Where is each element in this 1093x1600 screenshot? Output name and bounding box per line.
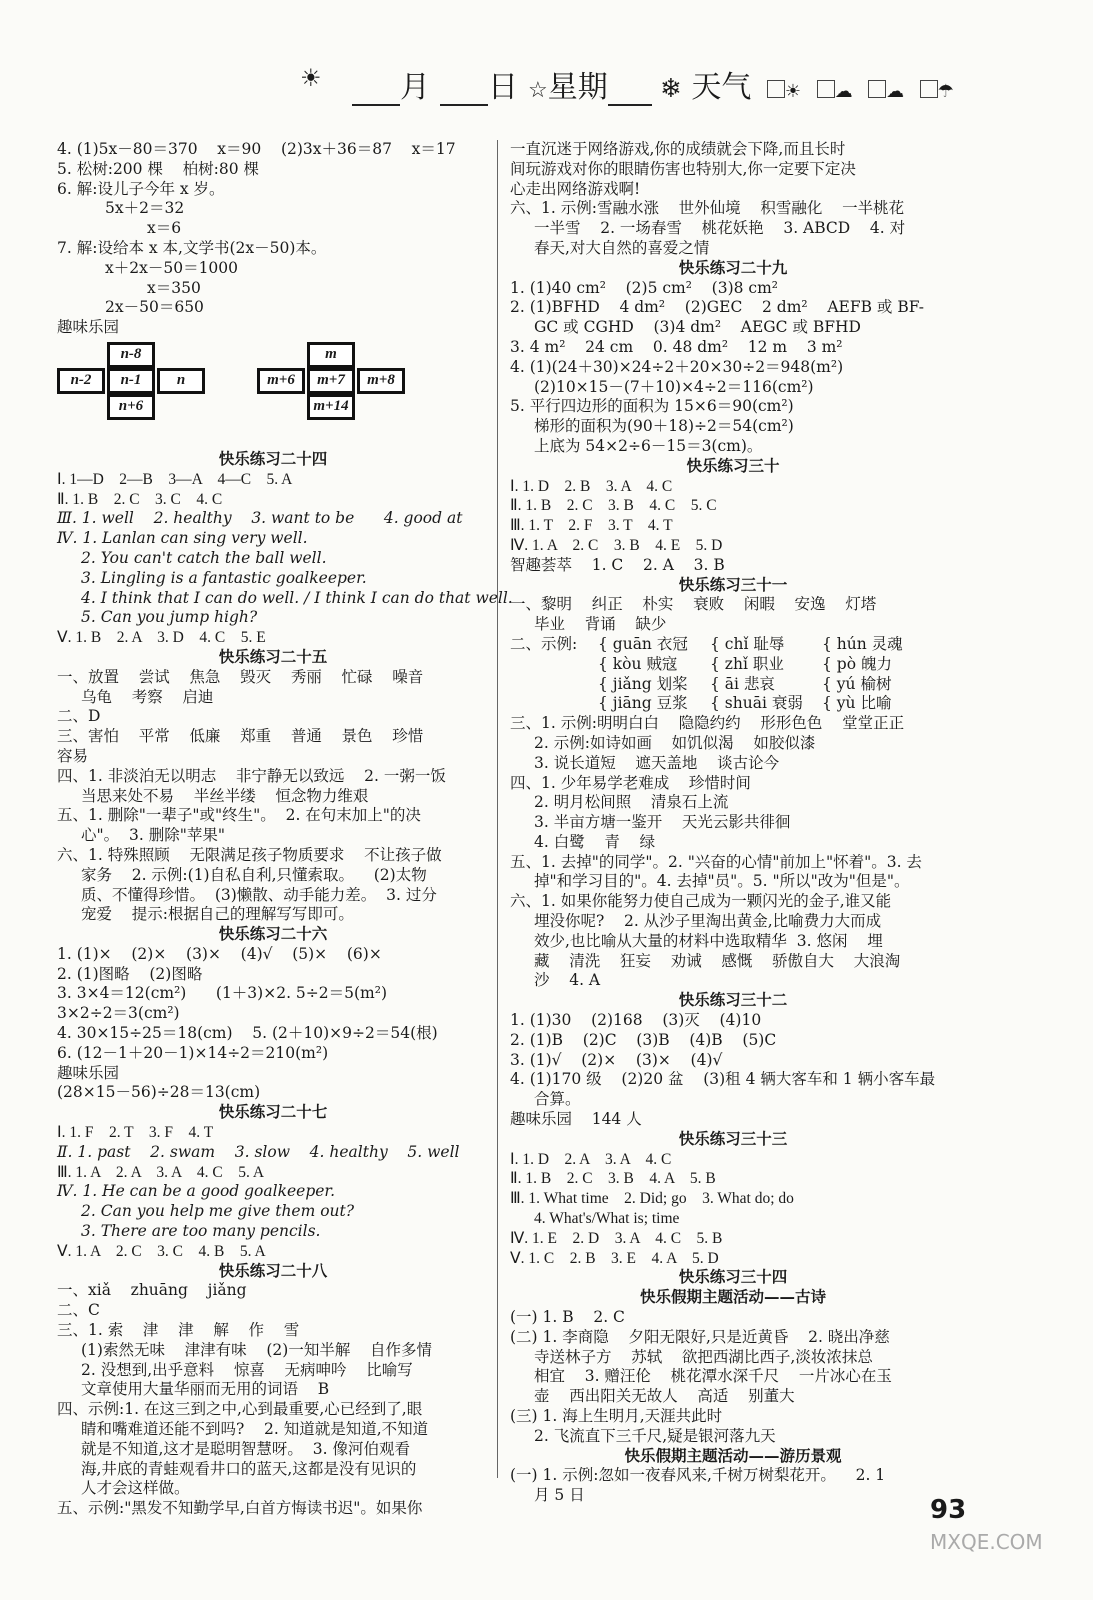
answer-line: 智趣荟萃 1. C 2. A 3. B [510,555,725,574]
answer-line: 六、1. 如果你能努力使自己成为一颗闪光的金子,谁又能 [510,892,892,911]
section-heading: 快乐练习三十三 [678,1129,788,1148]
answer-line: 2. 示例:如诗如画 如饥似渴 如胶似漆 [534,733,816,752]
answer-line: 四、1. 少年易学老难成 珍惜时间 [510,773,751,792]
page-number: 93 [930,1495,967,1525]
section-heading: 快乐练习三十四 [678,1268,788,1287]
answer-line: 寺送林子方 苏轼 欲把西湖比西子,淡妆浓抹总 [534,1347,873,1366]
answer-line: 3. 说长道短 遮天盖地 谈古论今 [534,753,780,772]
answer-line: 二、D [57,707,101,726]
grid1-cell-top: n-8 [107,342,155,368]
pinyin-row [510,655,956,675]
answer-line: 3. Lingling is a fantastic goalkeeper. [81,568,367,587]
answer-line: x＋2x－50＝1000 [105,258,239,277]
grid2-cell-center: m+7 [307,368,355,394]
answer-line: 人才会这样做。 [81,1479,190,1498]
answer-line: 海,井底的青蛙观看井口的蓝天,这都是没有见识的 [81,1459,417,1478]
answer-line: 二、C [57,1301,100,1320]
answer-line: 1. (1)40 cm² (2)5 cm² (3)8 cm² [510,278,779,297]
cloud-icon: ☁ [834,81,853,102]
answer-line: 五、示例:"黑发不知勤学早,白首方悔读书迟"。如果你 [57,1499,423,1518]
answer-line: 三、1. 索 津 津 解 作 雪 [57,1321,300,1340]
pinyin-cell: { kòu 贼寇 [598,654,678,673]
answer-line: 埋没你呢? 2. 从沙子里淘出黄金,比喻费力大而成 [534,912,882,931]
answer-line: 容易 [57,746,89,765]
answer-line: 2. (1)BFHD 4 dm² (2)GEC 2 dm² AEFB 或 BF- [510,298,925,317]
grid1-cell-center: n-1 [107,368,155,394]
answer-line: 4. I think that I can do well. / I think I can do that well. [81,588,513,607]
answer-line: Ⅲ. 1. well 2. healthy 3. want to be 4. good at [57,509,463,528]
answer-line: 心"。 3. 删除"苹果" [81,826,225,845]
answer-line: Ⅲ. 1. T 2. F 3. T 4. T [510,517,673,535]
answer-line: 合算。 [534,1090,581,1109]
answer-line: Ⅱ. 1. B 2. C 3. B 4. A 5. B [510,1170,716,1188]
section-heading: 快乐练习二十九 [678,258,788,277]
answer-line: (1)索然无味 津津有味 (2)一知半解 自作多情 [81,1340,433,1359]
answer-line: 3. 3×4＝12(cm²) (1＋3)×2. 5÷2＝5(m²) [57,984,387,1003]
section-heading: 快乐练习三十一 [678,575,788,594]
answer-line: 一、放置 尝试 焦急 毁灭 秀丽 忙碌 噪音 [57,667,424,686]
answer-line: 一直沉迷于网络游戏,你的成绩就会下降,而且长时 [510,140,846,158]
section-heading: 快乐练习三十 [686,456,780,475]
pinyin-cell: { shuāi 衰弱 [710,694,803,713]
day-field: 日 [440,62,518,106]
answer-line: Ⅰ. 1. D 2. A 3. A 4. C [510,1150,672,1168]
answer-line: 5. 平行四边形的面积为 15×6＝90(cm²) [510,397,794,416]
sunny-icon: ☀ [784,81,802,102]
answer-line: Ⅴ. 1. C 2. B 3. E 4. A 5. D [510,1249,719,1267]
answer-line: 藏 清洗 狂妄 劝诫 感慨 骄傲自大 大浪淘 [534,951,901,970]
answer-line: 1. (1)30 (2)168 (3)灭 (4)10 [510,1011,762,1030]
answer-line: Ⅴ. 1. A 2. C 3. C 4. B 5. A [57,1242,266,1260]
answer-line: Ⅳ. 1. He can be a good goalkeeper. [57,1182,336,1201]
answer-line: 睛和嘴难道还能不到吗? 2. 知道就是知道,不知道 [81,1420,429,1439]
grid1-cell-bottom: n+6 [107,394,155,420]
overcast-icon: ☁ [886,81,905,102]
answer-line: Ⅲ. 1. What time 2. Did; go 3. What do; do [510,1190,794,1208]
answer-line: 一半雪 2. 一场春雪 桃花妖艳 3. ABCD 4. 对 [534,219,906,238]
left-answers-bottom [57,449,513,1519]
star-icon: ☆ [528,78,548,103]
grid2-cell-left: m+6 [257,368,305,394]
right-answers-bottom [510,714,956,1506]
answer-line: 5. 松树:200 棵 柏树:80 棵 [57,159,260,178]
answer-line: 梯形的面积为(90＋18)÷2＝54(cm²) [534,417,794,436]
pinyin-cell: { yú 榆树 [822,674,892,693]
answer-line: 2. Can you help me give them out? [81,1202,355,1221]
weather-rain-checkbox [920,80,938,98]
watermark: MXQE.COM [930,1530,1043,1554]
weather-overcast-checkbox [868,80,886,98]
pinyin-cell: { āi 悲哀 [710,674,775,693]
answer-line: 6. (12－1＋20－1)×14÷2＝210(m²) [57,1043,329,1062]
page-header [300,62,1000,110]
answer-line: Ⅳ. 1. A 2. C 3. B 4. E 5. D [510,536,723,554]
rain-icon: ☂ [937,81,954,102]
answer-line: 3×2÷2＝3(cm²) [57,1004,180,1023]
grid2-cell-right: m+8 [357,368,405,394]
pinyin-block [510,635,956,714]
answer-line: (二) 1. 李商隐 夕阳无限好,只是近黄昏 2. 晓出净慈 [510,1327,890,1346]
answer-line: 五、1. 去掉"的同学"。2. "兴奋的心情"前加上"怀着"。3. 去 [510,852,922,871]
answer-line: 趣味乐园 [57,1063,120,1082]
answer-line: 3. 半亩方塘一鉴开 天光云影共徘徊 [534,813,791,832]
answer-line: x＝6 [147,219,182,238]
grid2-cell-bottom: m+14 [307,394,355,420]
answer-line: (一) 1. 示例:忽如一夜春风来,千树万树梨花开。 2. 1 [510,1466,886,1485]
section-heading: 快乐练习二十七 [218,1103,328,1122]
answer-line: 4. What's/What is; time [534,1210,680,1228]
answer-line: GC 或 CGHD (3)4 dm² AEGC 或 BFHD [534,318,861,337]
answer-line: Ⅳ. 1. E 2. D 3. A 4. C 5. B [510,1229,723,1247]
answer-line: 2. 飞流直下三千尺,疑是银河落九天 [534,1426,776,1445]
answer-line: 春天,对大自然的喜爱之情 [534,238,710,257]
answer-line: (28×15－56)÷28＝13(cm) [57,1083,261,1102]
pinyin-cell: { pò 魄力 [822,654,892,673]
column-divider [497,140,498,1478]
answer-line: 5. Can you jump high? [81,608,258,627]
answer-line: 2. (1)图略 (2)图略 [57,964,203,983]
answer-line: 文章使用大量华丽而无用的词语 B [81,1380,330,1399]
answer-line: Ⅳ. 1. Lanlan can sing very well. [57,529,308,548]
answer-line: (一) 1. B 2. C [510,1308,625,1327]
answer-line: Ⅱ. 1. B 2. C 3. C 4. C [57,490,223,508]
pinyin-cell: { hún 灵魂 [822,634,903,653]
answer-line: 四、示例:1. 在这三到之中,心到最重要,心已经到了,眼 [57,1400,423,1419]
answer-line: 四、1. 非淡泊无以明志 非宁静无以致远 2. 一粥一饭 [57,766,446,785]
answer-line: 乌龟 考察 启迪 [81,687,214,706]
answer-line: Ⅲ. 1. A 2. A 3. A 4. C 5. A [57,1163,265,1181]
answer-line: (2)10×15－(7＋10)×4÷2＝116(cm²) [534,377,814,396]
answer-line: 毕业 背诵 缺少 [534,615,667,634]
pinyin-cell: { yù 比喻 [822,694,892,713]
weather-sunny-checkbox [767,80,785,98]
answer-line: 一、黎明 纠正 朴实 衰败 闲暇 安逸 灯塔 [510,595,877,614]
answer-line: 五、1. 删除"一辈子"或"终生"。 2. 在句末加上"的决 [57,806,421,825]
answer-line: 掉"和学习目的"。4. 去掉"员"。5. "所以"改为"但是"。 [534,872,910,891]
pinyin-row [510,675,956,695]
answer-line: 家务 2. 示例:(1)自私自利,只懂索取。 (2)太物 [81,865,427,884]
right-answers-top [510,140,956,635]
answer-line: 效少,也比喻从大量的材料中选取精华 3. 悠闲 埋 [534,931,883,950]
answer-line: 5x＋2＝32 [105,199,185,218]
answer-line: 2. You can't catch the ball well. [81,548,327,567]
answer-line: 壶 西出阳关无故人 高适 别董大 [534,1387,795,1406]
answer-line: 间玩游戏对你的眼睛伤害也特别大,你一定要下定决 [510,159,856,178]
pinyin-cell: { chǐ 耻辱 [710,634,785,653]
pinyin-cell: { jiāng 豆浆 [598,694,688,713]
weather-cloudy-checkbox [817,80,835,98]
answer-line: 一、xiǎ zhuāng jiǎng [57,1281,247,1300]
section-heading: 快乐练习二十八 [218,1261,328,1280]
section-heading: 快乐练习二十六 [218,925,328,944]
section-heading: 快乐假期主题活动——古诗 [639,1288,826,1307]
snowflake-icon: ❄ [660,74,682,104]
section-heading: 快乐练习二十四 [218,449,328,468]
grid1-cell-left: n-2 [57,368,105,394]
pinyin-cell: { zhǐ 职业 [710,654,784,673]
answer-line: Ⅰ. 1—D 2—B 3—A 4—C 5. A [57,470,293,488]
answer-line: 六、1. 特殊照顾 无限满足孩子物质要求 不让孩子做 [57,845,442,864]
section-heading: 快乐假期主题活动——游历景观 [624,1446,842,1465]
answer-line: 4. (1)170 级 (2)20 盆 (3)租 4 辆大客车和 1 辆小客车最 [510,1070,936,1089]
answer-line: 3. There are too many pencils. [81,1222,321,1241]
answer-line: 就是不知道,这才是聪明智慧呀。 3. 像河伯观看 [81,1439,410,1458]
right-column [510,140,956,1506]
answer-line: 月 5 日 [534,1486,585,1505]
answer-line: 沙 4. A [534,971,601,990]
sun-icon: ☀ [300,64,322,92]
answer-line: 2. (1)B (2)C (3)B (4)B (5)C [510,1030,777,1049]
answer-line: 相宜 3. 赠汪伦 桃花潭水深千尺 一片冰心在玉 [534,1367,892,1386]
answer-line: 4. 白鹭 青 绿 [534,832,656,851]
weather-field: ❄ 天气 ☀ ☁ ☁ ☂ [660,70,954,105]
answer-line: 六、1. 示例:雪融水涨 世外仙境 积雪融化 一半桃花 [510,199,905,218]
answer-line: 3. (1)√ (2)× (3)× (4)√ [510,1050,723,1069]
answer-line: 1. (1)× (2)× (3)× (4)√ (5)× (6)× [57,944,382,963]
answer-line: 三、1. 示例:明明白白 隐隐约约 形形色色 堂堂正正 [510,714,905,733]
answer-line: 4. (1)(24＋30)×24÷2＋20×30÷2＝948(m²) [510,357,844,376]
week-field: ☆星期 [528,62,652,106]
pinyin-row [510,635,956,655]
pinyin-cell: { guān 衣冠 [598,634,688,653]
answer-line: 7. 解:设给本 x 本,文学书(2x－50)本。 [57,238,327,257]
answer-line: 三、害怕 平常 低廉 郑重 普通 景色 珍惜 [57,727,424,746]
answer-line: 质、不懂得珍惜。 (3)懒散、动手能力差。 3. 过分 [81,885,437,904]
left-column [57,140,513,1519]
answer-line: 心走出网络游戏啊! [510,179,641,198]
answer-line: Ⅰ. 1. D 2. B 3. A 4. C [510,477,673,495]
answer-line: 3. 4 m² 24 cm 0. 48 dm² 12 m 3 m² [510,337,843,356]
grid2-cell-top: m [307,342,355,368]
answer-line: 当思来处不易 半丝半缕 恒念物力维艰 [81,786,369,805]
answer-line: 宠爱 提示:根据自己的理解写写即可。 [81,905,354,924]
left-answers-top [57,140,489,338]
answer-line: 2x－50＝650 [105,298,204,317]
answer-line: 6. 解:设儿子今年 x 岁。 [57,179,225,198]
section-heading: 快乐练习二十五 [218,647,328,666]
answer-line: 4. 30×15÷25＝18(cm) 5. (2＋10)×9÷2＝54(根) [57,1024,438,1043]
month-field: 月 [352,62,430,106]
section-heading: 快乐练习三十二 [678,991,788,1010]
answer-line: 2. 明月松间照 清泉石上流 [534,793,729,812]
answer-line: 2. 没想到,出乎意料 惊喜 无病呻吟 比喻写 [81,1360,413,1379]
grid1-cell-right: n [157,368,205,394]
answer-line: 趣味乐园 [57,318,120,337]
answer-line: 上底为 54×2÷6－15＝3(cm)。 [534,436,763,455]
pinyin-row [510,694,956,714]
answer-line: Ⅱ. 1. past 2. swam 3. slow 4. healthy 5. well [57,1142,460,1161]
fun-grid [57,338,489,450]
answer-line: (三) 1. 海上生明月,天涯共此时 [510,1407,723,1425]
pinyin-cell: 二、示例: [510,634,578,653]
answer-line: Ⅰ. 1. F 2. T 3. F 4. T [57,1124,214,1142]
answer-line: x＝350 [147,278,201,297]
answer-line: Ⅴ. 1. B 2. A 3. D 4. C 5. E [57,629,266,647]
answer-line: Ⅱ. 1. B 2. C 3. B 4. C 5. C [510,497,717,515]
answer-line: 趣味乐园 144 人 [510,1110,642,1129]
pinyin-cell: { jiǎng 划桨 [598,674,688,693]
answer-line: 4. (1)5x－80＝370 x＝90 (2)3x＋36＝87 x＝17 [57,140,456,158]
